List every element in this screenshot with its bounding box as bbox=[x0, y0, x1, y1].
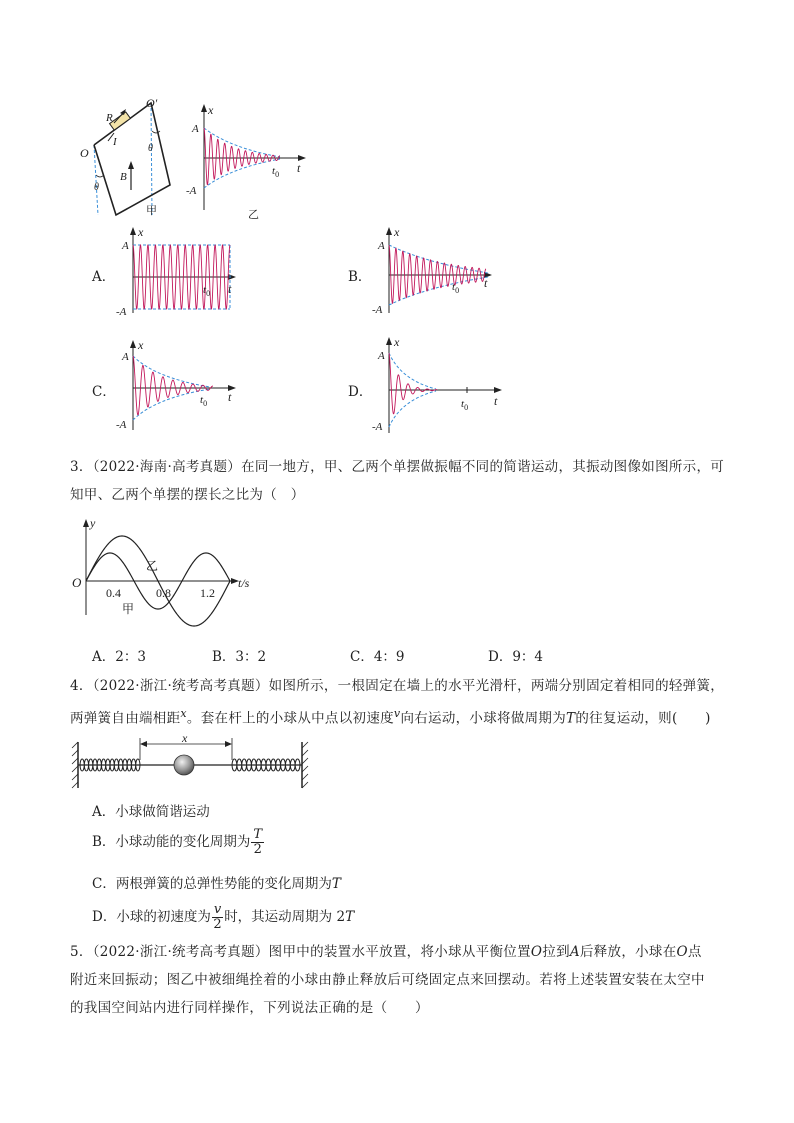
label-B: B bbox=[120, 171, 127, 183]
svg-text:t: t bbox=[484, 276, 488, 290]
svg-text:A: A bbox=[122, 351, 129, 363]
question-3-line2: 知甲、乙两个单摆的摆长之比为（ ） bbox=[70, 487, 305, 503]
svg-text:O: O bbox=[72, 575, 82, 590]
q3-option-d[interactable]: D．9：4 bbox=[488, 649, 544, 665]
q3-option-c[interactable]: C．4：9 bbox=[350, 649, 405, 665]
ball bbox=[174, 755, 194, 775]
svg-text:t: t bbox=[228, 282, 232, 296]
option-graph-d-letter: D． bbox=[348, 384, 373, 400]
caption-jia: 甲 bbox=[146, 205, 157, 217]
svg-text:t0: $t_0$ bbox=[200, 394, 208, 408]
q3-option-a[interactable]: A．2：3 bbox=[92, 649, 146, 665]
option-graph-d[interactable] bbox=[366, 335, 506, 440]
option-graph-a[interactable] bbox=[110, 225, 250, 325]
svg-text:x: x bbox=[138, 225, 144, 239]
question-3-line1: 3．（2022·海南·高考真题）在同一地方，甲、乙两个单摆做振幅不同的简谐运动，其振动图像如图所示，可 bbox=[70, 459, 725, 475]
svg-text:-A: -A bbox=[372, 421, 383, 433]
svg-text:0.4: 0.4 bbox=[106, 586, 121, 600]
svg-text:x: x bbox=[138, 338, 144, 352]
svg-text:A: A bbox=[122, 240, 129, 252]
damped-graph-yi bbox=[180, 100, 310, 230]
label-I: I bbox=[113, 136, 117, 148]
svg-text:t/s: t/s bbox=[238, 576, 250, 590]
question-5-line1: 5．（2022·浙江·统考高考真题）图甲中的装置水平放置，将小球从平衡位置O拉到A后释放，小球在O点 bbox=[70, 944, 702, 960]
svg-text:t: t bbox=[494, 394, 498, 408]
svg-text:t0: $t_0$ bbox=[203, 284, 211, 298]
label-jia: 甲 bbox=[122, 602, 135, 616]
svg-text:-A: -A bbox=[116, 419, 127, 431]
svg-text:t: t bbox=[228, 390, 232, 404]
svg-text:A: A bbox=[192, 123, 199, 135]
svg-text:t0: $t_0$ bbox=[461, 398, 469, 412]
question-3-text bbox=[70, 453, 730, 509]
question-4-text bbox=[70, 672, 730, 733]
q4-option-d[interactable]: D．小球的初速度为 $\frac{v}{2}$ 时，其运动周期为 2T bbox=[92, 902, 355, 932]
svg-text:-A: -A bbox=[372, 304, 383, 316]
svg-text:0.8: 0.8 bbox=[156, 586, 171, 600]
option-graph-b[interactable] bbox=[366, 225, 506, 325]
q3-option-b[interactable]: B．3：2 bbox=[212, 649, 267, 665]
q4-option-b[interactable]: B．小球动能的变化周期为 $\frac{T}{2}$ bbox=[92, 827, 263, 857]
spring-rod-figure bbox=[70, 732, 310, 792]
svg-text:-A: -A bbox=[186, 185, 197, 197]
svg-text:-A: -A bbox=[116, 306, 127, 318]
q4-option-c[interactable]: C．两根弹簧的总弹性势能的变化周期为T bbox=[92, 876, 341, 892]
label-theta-right: θ bbox=[148, 143, 153, 154]
question-5-line3: 的我国空间站内进行同样操作，下列说法正确的是（ ） bbox=[70, 1000, 429, 1016]
q4-option-a[interactable]: A．小球做简谐运动 bbox=[92, 804, 210, 820]
svg-text:1.2: 1.2 bbox=[200, 586, 215, 600]
svg-text:A: A bbox=[378, 240, 385, 252]
svg-text:t: t bbox=[297, 161, 301, 175]
question-4-line1: 4．（2022·浙江·统考高考真题）如图所示，一根固定在墙上的水平光滑杆，两端分别固定着相同的轻弹簧， bbox=[70, 678, 725, 694]
question-3-graph bbox=[70, 515, 270, 620]
label-yi: 乙 bbox=[146, 559, 159, 573]
svg-text:A: A bbox=[378, 350, 385, 362]
option-graph-c-letter: C． bbox=[92, 384, 116, 400]
svg-text:x: x bbox=[208, 103, 214, 117]
option-graph-b-letter: B． bbox=[348, 269, 372, 285]
svg-text:x: x bbox=[182, 731, 188, 745]
svg-text:t0: $t_0$ bbox=[272, 165, 280, 179]
question-5-text bbox=[70, 938, 730, 1022]
caption-yi: 乙 bbox=[248, 209, 259, 221]
option-graph-c[interactable] bbox=[110, 338, 250, 438]
question-4-line2: 两弹簧自由端相距$^x$。套在杆上的小球从中点以初速度$^v$向右运动，小球将做周期为T的往复运动，则( ) bbox=[70, 707, 711, 727]
label-O-prime: O′ bbox=[146, 96, 158, 110]
option-graph-a-letter: A． bbox=[92, 269, 116, 285]
svg-text:x: x bbox=[394, 225, 400, 239]
svg-text:t0: $t_0$ bbox=[452, 281, 460, 295]
label-O: O bbox=[80, 146, 89, 160]
label-theta-left: θ bbox=[94, 182, 99, 193]
svg-text:x: x bbox=[394, 335, 400, 349]
label-R: R bbox=[106, 112, 113, 124]
question-5-line2: 附近来回振动；图乙中被细绳拴着的小球由静止释放后可绕固定点来回摆动。若将上述装置安装在太空中 bbox=[70, 972, 705, 988]
svg-text:y: y bbox=[90, 516, 96, 530]
